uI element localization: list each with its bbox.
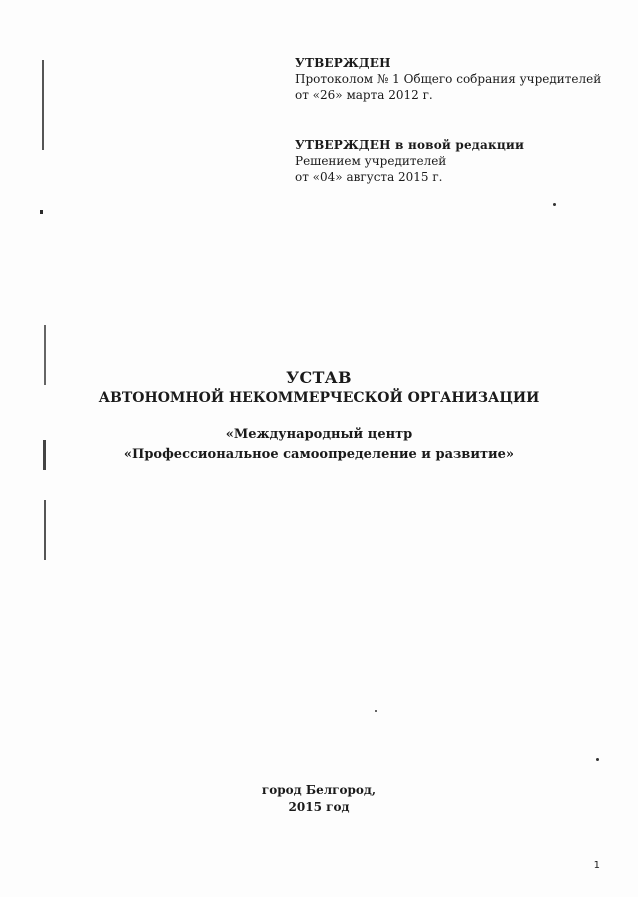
- binding-mark: [44, 500, 46, 560]
- document-title-block: [0, 368, 638, 408]
- approval-heading: УТВЕРЖДЕН: [295, 56, 391, 70]
- organization-name: [0, 425, 638, 465]
- binding-mark: [42, 60, 44, 150]
- approval-decision-line: Решением учредителей: [295, 154, 447, 168]
- footer-city: город Белгород,: [261, 783, 377, 797]
- document-subtitle: АВТОНОМНОЙ НЕКОММЕРЧЕСКОЙ ОРГАНИЗАЦИИ: [98, 390, 540, 406]
- binding-mark: [40, 210, 43, 214]
- approval-heading: УТВЕРЖДЕН в новой редакции: [295, 138, 525, 152]
- footer-location: [0, 782, 638, 816]
- page-number: 1: [593, 860, 600, 871]
- approval-date-line: от «04» августа 2015 г.: [295, 170, 443, 184]
- organization-name-line-1: «Международный центр: [225, 427, 413, 442]
- scan-speck: [375, 710, 377, 712]
- scan-speck: [596, 758, 599, 761]
- approval-protocol-line: Протоколом № 1 Общего собрания учредителей: [295, 72, 602, 86]
- approval-block-revision: [295, 137, 524, 185]
- organization-name-line-2: «Профессиональное самоопределение и развитие»: [123, 447, 515, 462]
- document-title: УСТАВ: [286, 368, 352, 387]
- footer-year: 2015 год: [288, 800, 350, 814]
- approval-block-original: [295, 55, 601, 103]
- scan-speck: [553, 203, 556, 206]
- approval-date-line: от «26» марта 2012 г.: [295, 88, 433, 102]
